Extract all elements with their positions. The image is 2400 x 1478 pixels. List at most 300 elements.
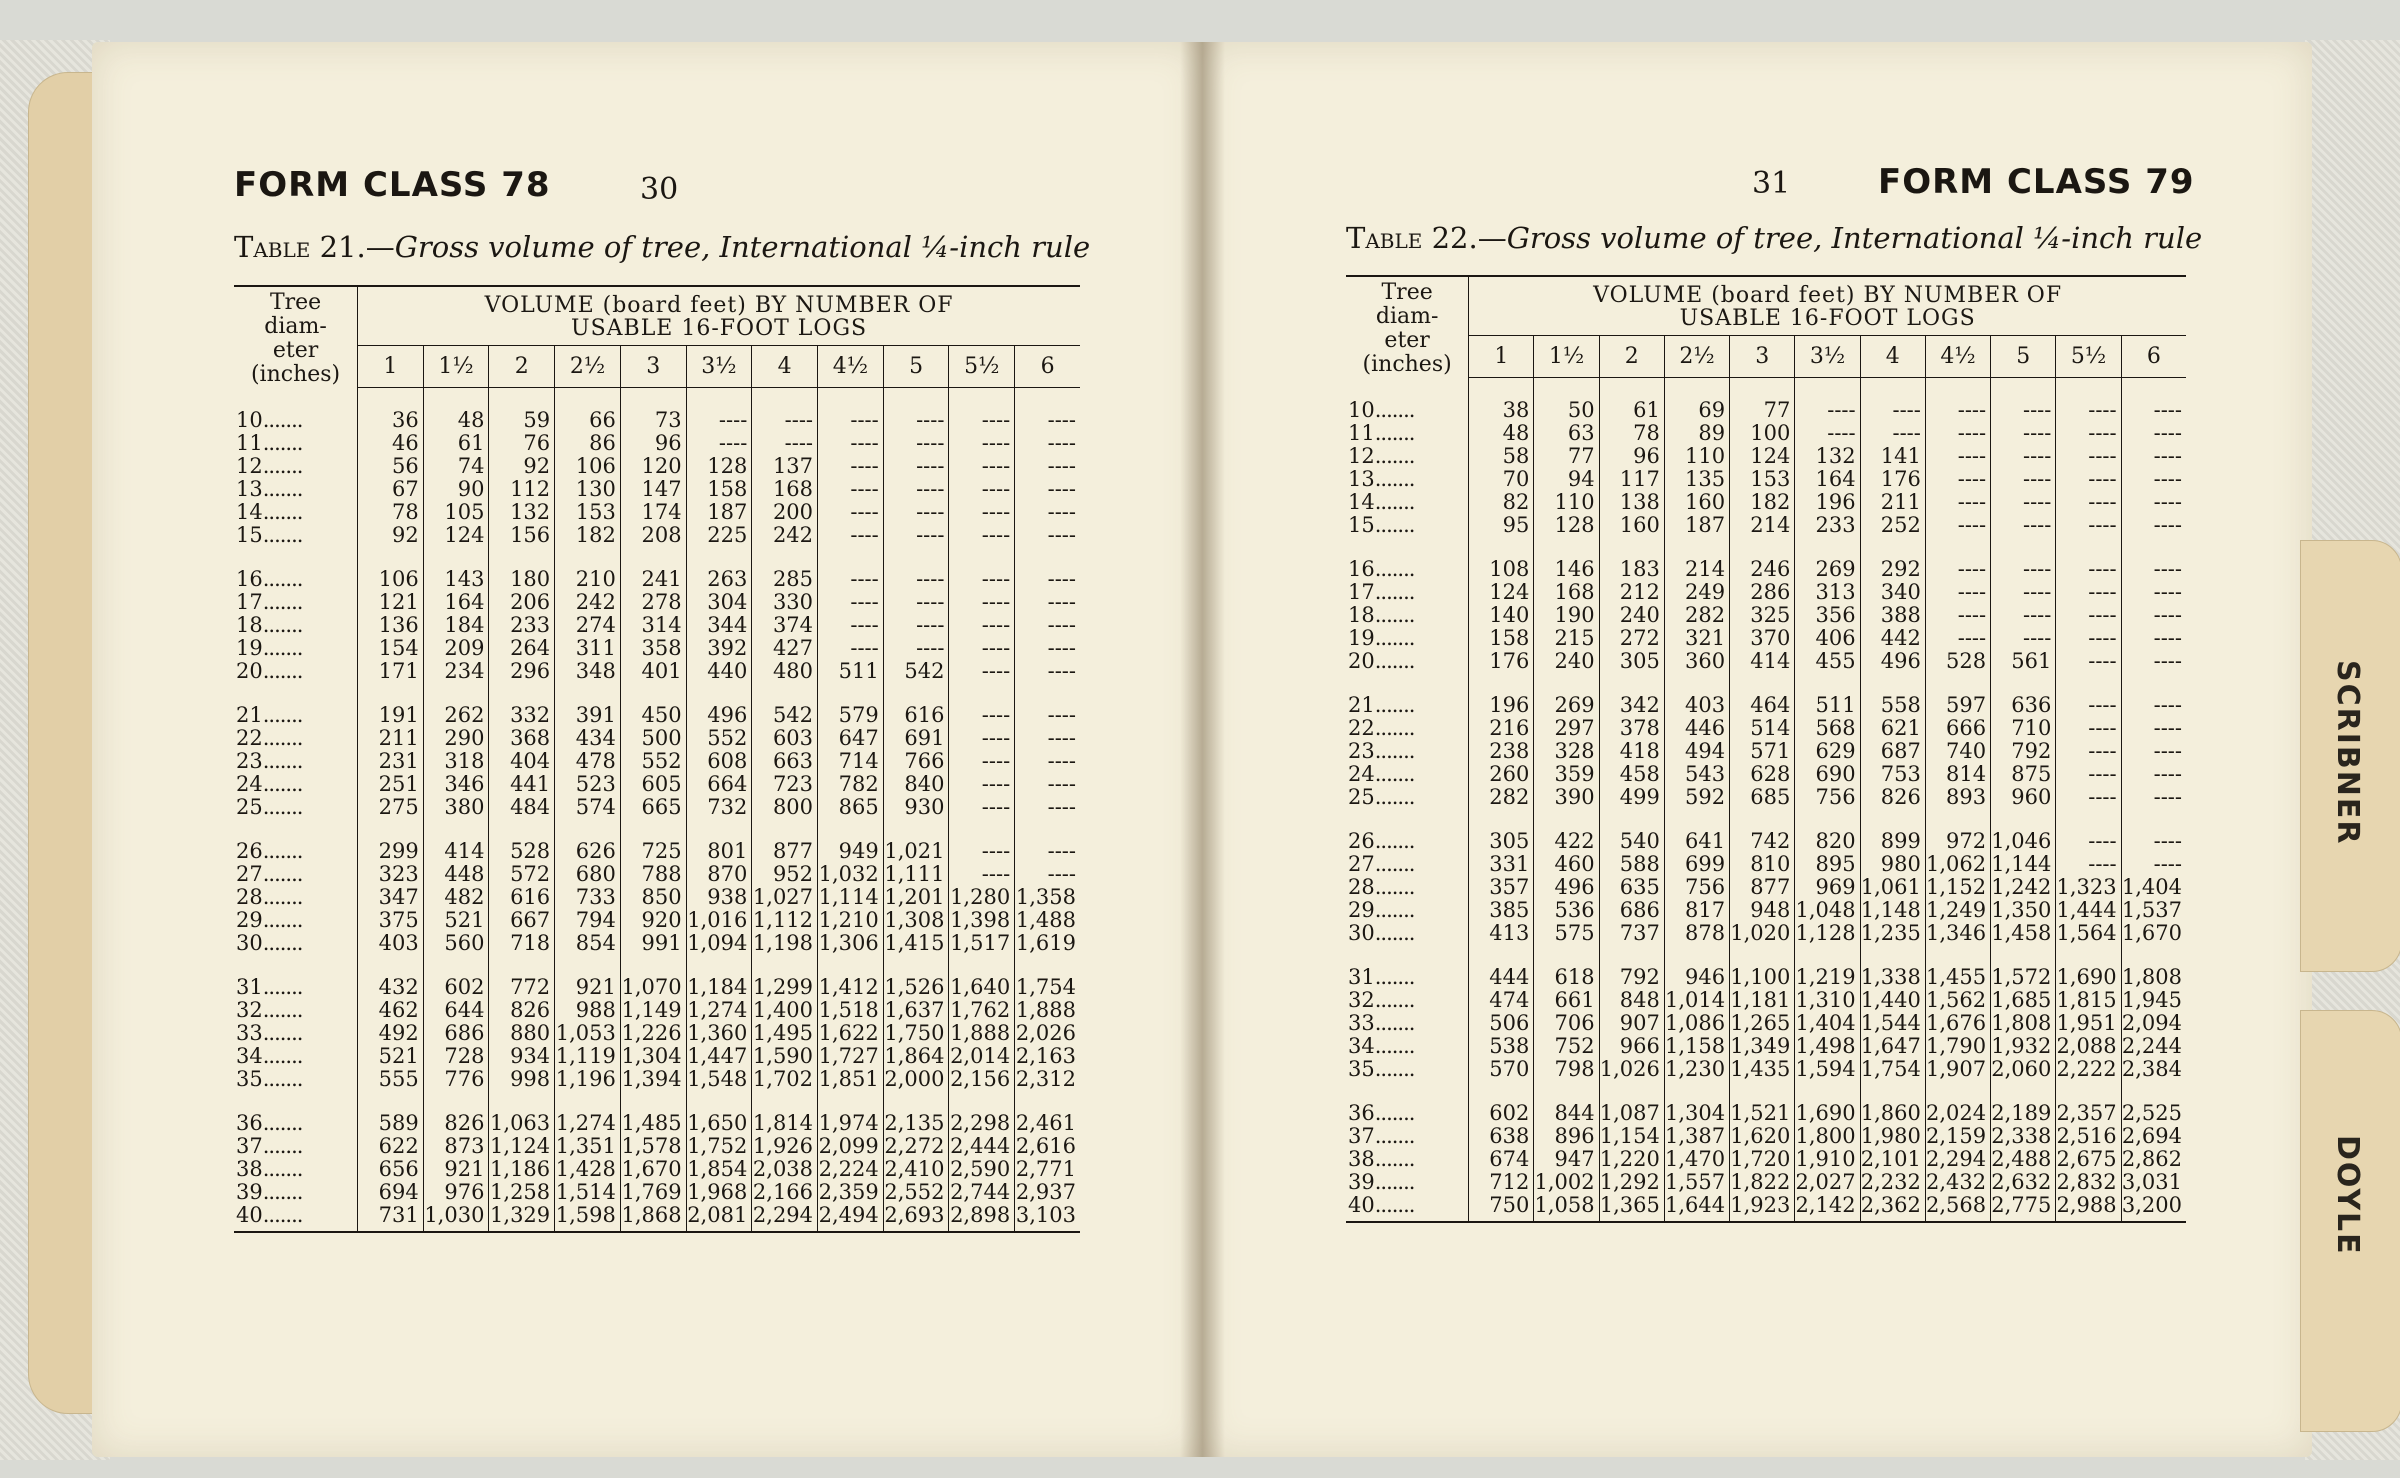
volume-cell: ---- xyxy=(818,455,884,478)
volume-cell: 132 xyxy=(489,501,555,524)
leader-dots: ....... xyxy=(262,974,303,999)
volume-cell: 656 xyxy=(378,1156,419,1181)
spacer-cell xyxy=(358,1091,424,1112)
volume-cell: 616 xyxy=(883,704,949,727)
diameter-value: 12 xyxy=(1348,443,1375,468)
volume-cell: 750 xyxy=(1469,1194,1534,1222)
volume-cell: 1,292 xyxy=(1599,1171,1664,1194)
volume-cell: 893 xyxy=(1925,786,1990,809)
volume-header-line: VOLUME (board feet) BY NUMBER OF xyxy=(1593,283,2063,309)
volume-cell: ---- xyxy=(949,409,1015,432)
spacer-cell xyxy=(883,1091,949,1112)
volume-cell: ---- xyxy=(1860,399,1925,422)
volume-cell: 347 xyxy=(378,884,419,909)
group-spacer xyxy=(1346,809,2186,830)
volume-cell: 752 xyxy=(1534,1035,1599,1058)
volume-cell: 1,274 xyxy=(555,1112,621,1135)
volume-cell: ---- xyxy=(1795,399,1860,422)
diameter-value: 14 xyxy=(1348,489,1375,514)
volume-cell: ---- xyxy=(2121,468,2186,491)
spacer-cell xyxy=(358,387,424,409)
spacer-cell xyxy=(489,547,555,568)
spacer-cell xyxy=(1795,377,1860,399)
volume-cell: 74 xyxy=(423,455,489,478)
volume-cell: 1,048 xyxy=(1795,899,1860,922)
spacer-cell xyxy=(1469,377,1534,399)
volume-cell: 666 xyxy=(1925,717,1990,740)
leader-dots: ....... xyxy=(262,430,303,455)
volume-cell: 390 xyxy=(1534,786,1599,809)
volume-cell: 2,694 xyxy=(2121,1125,2186,1148)
volume-cell: 231 xyxy=(378,748,419,773)
volume-column-header xyxy=(1469,276,2186,336)
spacer-cell xyxy=(818,387,884,409)
volume-cell: 216 xyxy=(1489,715,1530,740)
volume-cell: 209 xyxy=(423,637,489,660)
table-row xyxy=(1346,717,2186,740)
volume-cell: 269 xyxy=(1795,558,1860,581)
log-count-header: 3 xyxy=(620,346,686,387)
volume-cell: 474 xyxy=(1489,987,1530,1012)
volume-cell: 1,210 xyxy=(818,909,884,932)
leader-dots: ....... xyxy=(262,1179,303,1204)
volume-cell: 180 xyxy=(489,568,555,591)
diameter-header-line: (inches) xyxy=(1362,352,1452,377)
volume-cell: ---- xyxy=(949,840,1015,863)
group-spacer xyxy=(234,819,1080,840)
volume-cell: ---- xyxy=(1015,750,1080,773)
volume-cell: 690 xyxy=(1795,763,1860,786)
tree-diameter-cell xyxy=(1346,966,1469,989)
spacer-cell xyxy=(1730,945,1795,966)
volume-cell: 536 xyxy=(1534,899,1599,922)
table-row xyxy=(234,614,1080,637)
volume-cell: 728 xyxy=(423,1045,489,1068)
volume-cell: ---- xyxy=(1015,840,1080,863)
volume-cell: 183 xyxy=(1599,558,1664,581)
leader-dots: ....... xyxy=(1374,1010,1415,1035)
volume-cell: 725 xyxy=(620,840,686,863)
diameter-value: 29 xyxy=(1348,897,1375,922)
spacer-cell xyxy=(1015,387,1080,409)
volume-cell: 137 xyxy=(752,455,818,478)
volume-cell: ---- xyxy=(883,568,949,591)
tree-diameter-cell xyxy=(234,1158,358,1181)
diameter-value: 19 xyxy=(1348,625,1375,650)
volume-cell: 252 xyxy=(1860,514,1925,537)
tree-diameter-cell xyxy=(234,727,358,750)
tree-diameter-cell xyxy=(1346,922,1469,945)
diameter-value: 17 xyxy=(236,589,263,614)
spacer-cell xyxy=(949,1091,1015,1112)
volume-cell: 1,598 xyxy=(555,1204,621,1232)
table-row xyxy=(234,932,1080,955)
volume-cell: 1,053 xyxy=(555,1022,621,1045)
volume-cell: 370 xyxy=(1730,627,1795,650)
volume-cell: 130 xyxy=(555,478,621,501)
volume-cell: 128 xyxy=(1534,514,1599,537)
volume-cell: 358 xyxy=(620,637,686,660)
diameter-header-line: diam- xyxy=(1375,304,1439,329)
leader-dots: ....... xyxy=(262,522,303,547)
volume-cell: ---- xyxy=(1991,399,2056,422)
leader-dots: ....... xyxy=(262,748,303,773)
volume-cell: 817 xyxy=(1664,899,1729,922)
leader-dots: ....... xyxy=(1374,443,1415,468)
volume-cell: 328 xyxy=(1534,740,1599,763)
volume-cell: 930 xyxy=(883,796,949,819)
volume-cell: 2,142 xyxy=(1795,1194,1860,1222)
diameter-value: 26 xyxy=(1348,828,1375,853)
volume-cell: 296 xyxy=(489,660,555,683)
spacer-cell xyxy=(818,1091,884,1112)
spacer-cell xyxy=(1730,673,1795,694)
table-row xyxy=(234,999,1080,1022)
volume-cell: 135 xyxy=(1664,468,1729,491)
spacer-cell xyxy=(1795,1081,1860,1102)
spacer-cell xyxy=(2121,1081,2186,1102)
spacer-cell xyxy=(1925,809,1990,830)
volume-column-header xyxy=(358,286,1080,346)
volume-cell: 154 xyxy=(378,635,419,660)
volume-cell: 1,544 xyxy=(1860,1012,1925,1035)
volume-cell: 1,470 xyxy=(1664,1148,1729,1171)
volume-cell: 1,690 xyxy=(2056,966,2121,989)
volume-header-line: USABLE 16-FOOT LOGS xyxy=(1679,306,1976,332)
volume-cell: 731 xyxy=(358,1204,424,1232)
diameter-value: 30 xyxy=(236,930,263,955)
spacer-cell xyxy=(1795,673,1860,694)
volume-cell: 1,562 xyxy=(1925,989,1990,1012)
table-row xyxy=(234,455,1080,478)
volume-cell: 877 xyxy=(1730,876,1795,899)
volume-cell: 680 xyxy=(555,863,621,886)
volume-cell: 2,862 xyxy=(2121,1148,2186,1171)
volume-cell: 844 xyxy=(1534,1102,1599,1125)
volume-cell: 1,548 xyxy=(686,1068,752,1091)
volume-cell: 164 xyxy=(423,591,489,614)
volume-cell: 514 xyxy=(1730,717,1795,740)
volume-cell: 1,100 xyxy=(1730,966,1795,989)
leader-dots: ....... xyxy=(1374,512,1415,537)
volume-cell: 455 xyxy=(1795,650,1860,673)
spacer-cell xyxy=(489,1091,555,1112)
tree-diameter-cell xyxy=(1346,1125,1469,1148)
volume-cell: 484 xyxy=(489,796,555,819)
volume-cell: 1,526 xyxy=(883,976,949,999)
leader-dots: ....... xyxy=(1374,489,1415,514)
volume-cell: 1,114 xyxy=(818,886,884,909)
volume-cell: 1,196 xyxy=(555,1068,621,1091)
diameter-value: 35 xyxy=(236,1066,263,1091)
volume-cell: 285 xyxy=(752,568,818,591)
volume-cell: ---- xyxy=(949,591,1015,614)
volume-cell: 1,762 xyxy=(949,999,1015,1022)
volume-cell: 1,888 xyxy=(949,1022,1015,1045)
volume-cell: ---- xyxy=(883,637,949,660)
volume-header-line: VOLUME (board feet) BY NUMBER OF xyxy=(484,293,954,319)
volume-cell: 2,410 xyxy=(883,1158,949,1181)
volume-cell: ---- xyxy=(883,524,949,547)
volume-cell: 90 xyxy=(423,478,489,501)
volume-cell: 1,304 xyxy=(620,1045,686,1068)
volume-cell: 665 xyxy=(620,796,686,819)
volume-cell: ---- xyxy=(2121,445,2186,468)
volume-cell: 1,488 xyxy=(1015,909,1080,932)
volume-cell: 1,358 xyxy=(1015,886,1080,909)
tree-diameter-cell xyxy=(234,976,358,999)
diameter-value: 32 xyxy=(236,997,263,1022)
volume-cell: 1,308 xyxy=(883,909,949,932)
volume-cell: 878 xyxy=(1664,922,1729,945)
volume-cell: 59 xyxy=(489,409,555,432)
volume-cell: 2,937 xyxy=(1015,1181,1080,1204)
volume-cell: 297 xyxy=(1534,717,1599,740)
volume-cell: 182 xyxy=(555,524,621,547)
volume-cell: 674 xyxy=(1489,1146,1530,1171)
volume-cell: 561 xyxy=(1991,650,2056,673)
volume-cell: ---- xyxy=(949,750,1015,773)
volume-cell: 2,988 xyxy=(2056,1194,2121,1222)
right-page-header: FORM CLASS 79 xyxy=(1878,162,2195,202)
leader-dots: ....... xyxy=(1374,1123,1415,1148)
volume-cell: 249 xyxy=(1664,581,1729,604)
diameter-value: 23 xyxy=(236,748,263,773)
volume-cell: 1,148 xyxy=(1860,899,1925,922)
tree-diameter-cell xyxy=(234,432,358,455)
volume-cell: 414 xyxy=(423,840,489,863)
spacer-cell xyxy=(818,683,884,704)
spacer-cell xyxy=(1925,945,1990,966)
volume-cell: 1,346 xyxy=(1925,922,1990,945)
volume-cell: 1,594 xyxy=(1795,1058,1860,1081)
volume-cell: 50 xyxy=(1534,399,1599,422)
volume-cell: 378 xyxy=(1599,717,1664,740)
diameter-value: 37 xyxy=(1348,1123,1375,1148)
volume-cell: ---- xyxy=(752,409,818,432)
spacer-cell xyxy=(1346,537,1469,558)
volume-cell: ---- xyxy=(2121,740,2186,763)
volume-cell: 1,310 xyxy=(1795,989,1860,1012)
volume-cell: 86 xyxy=(555,432,621,455)
volume-cell: ---- xyxy=(2121,581,2186,604)
spacer-cell xyxy=(1534,377,1599,399)
volume-cell: 1,198 xyxy=(752,932,818,955)
table-row xyxy=(1346,399,2186,422)
volume-cell: 960 xyxy=(1991,786,2056,809)
volume-cell: 110 xyxy=(1534,491,1599,514)
volume-cell: ---- xyxy=(1015,727,1080,750)
volume-cell: 2,135 xyxy=(883,1112,949,1135)
leader-dots: ....... xyxy=(262,1110,303,1135)
volume-cell: 1,365 xyxy=(1599,1194,1664,1222)
tree-diameter-cell xyxy=(1346,468,1469,491)
volume-cell: 1,235 xyxy=(1860,922,1925,945)
volume-cell: 36 xyxy=(391,407,419,432)
volume-cell: ---- xyxy=(1015,863,1080,886)
volume-cell: 282 xyxy=(1489,784,1530,809)
volume-cell: ---- xyxy=(1015,478,1080,501)
spacer-cell xyxy=(620,547,686,568)
table-row xyxy=(234,976,1080,999)
spacer-cell xyxy=(234,547,358,568)
volume-cell: 442 xyxy=(1860,627,1925,650)
volume-cell: 1,808 xyxy=(2121,966,2186,989)
volume-cell: ---- xyxy=(1925,514,1990,537)
spacer-cell xyxy=(818,955,884,976)
spacer-cell xyxy=(1346,377,1469,399)
volume-cell: ---- xyxy=(2056,468,2121,491)
volume-cell: 521 xyxy=(378,1043,419,1068)
table-row xyxy=(1346,763,2186,786)
table-row xyxy=(234,863,1080,886)
leader-dots: ....... xyxy=(262,1043,303,1068)
leader-dots: ....... xyxy=(1374,1146,1415,1171)
volume-cell: 427 xyxy=(752,637,818,660)
volume-cell: ---- xyxy=(1925,558,1990,581)
volume-cell: 357 xyxy=(1489,874,1530,899)
volume-cell: 496 xyxy=(1534,876,1599,899)
volume-cell: 542 xyxy=(883,660,949,683)
diameter-value: 15 xyxy=(1348,512,1375,537)
volume-cell: 2,163 xyxy=(1015,1045,1080,1068)
leader-dots: ....... xyxy=(262,861,303,886)
volume-cell: 1,578 xyxy=(620,1135,686,1158)
volume-cell: 3,103 xyxy=(1015,1204,1080,1232)
volume-cell: 574 xyxy=(555,796,621,819)
volume-cell: 966 xyxy=(1599,1035,1664,1058)
volume-cell: 628 xyxy=(1730,763,1795,786)
volume-cell: 1,815 xyxy=(2056,989,2121,1012)
volume-cell: 1,945 xyxy=(2121,989,2186,1012)
volume-cell: 618 xyxy=(1534,966,1599,989)
volume-cell: 304 xyxy=(686,591,752,614)
volume-cell: ---- xyxy=(2121,763,2186,786)
volume-cell: 2,525 xyxy=(2121,1102,2186,1125)
tree-diameter-cell xyxy=(234,1112,358,1135)
volume-cell: 450 xyxy=(620,704,686,727)
volume-cell: 356 xyxy=(1795,604,1860,627)
diameter-header-line: eter xyxy=(272,338,319,363)
table-row xyxy=(234,524,1080,547)
log-count-header: 3½ xyxy=(1795,336,1860,377)
volume-cell: 687 xyxy=(1860,740,1925,763)
volume-cell: ---- xyxy=(2056,740,2121,763)
table-row xyxy=(234,840,1080,863)
volume-cell: 160 xyxy=(1664,491,1729,514)
volume-cell: 792 xyxy=(1991,740,2056,763)
log-count-header: 2½ xyxy=(1664,336,1729,377)
volume-cell: ---- xyxy=(818,478,884,501)
diameter-value: 31 xyxy=(1348,964,1375,989)
spacer-cell xyxy=(2121,945,2186,966)
volume-cell: 1,647 xyxy=(1860,1035,1925,1058)
diameter-value: 11 xyxy=(236,430,263,455)
volume-cell: ---- xyxy=(949,478,1015,501)
log-count-header: 3 xyxy=(1730,336,1795,377)
volume-cell: 2,014 xyxy=(949,1045,1015,1068)
diameter-value: 34 xyxy=(236,1043,263,1068)
tree-diameter-cell xyxy=(234,568,358,591)
leader-dots: ....... xyxy=(262,1156,303,1181)
volume-cell: 242 xyxy=(752,524,818,547)
volume-cell: 1,230 xyxy=(1664,1058,1729,1081)
volume-cell: 432 xyxy=(378,974,419,999)
spacer-cell xyxy=(423,547,489,568)
tree-diameter-cell xyxy=(234,863,358,886)
volume-cell: 2,357 xyxy=(2056,1102,2121,1125)
spacer-cell xyxy=(555,387,621,409)
volume-cell: 528 xyxy=(489,840,555,863)
volume-cell: 1,087 xyxy=(1599,1102,1664,1125)
volume-cell: 124 xyxy=(1730,445,1795,468)
volume-cell: ---- xyxy=(1795,422,1860,445)
volume-cell: ---- xyxy=(2121,514,2186,537)
spacer-cell xyxy=(1346,809,1469,830)
volume-cell: ---- xyxy=(818,524,884,547)
volume-cell: 314 xyxy=(620,614,686,637)
tree-diameter-cell xyxy=(234,796,358,819)
tree-diameter-cell xyxy=(1346,650,1469,673)
tree-diameter-cell xyxy=(234,932,358,955)
volume-cell: 132 xyxy=(1795,445,1860,468)
volume-cell: 1,415 xyxy=(883,932,949,955)
volume-cell: 947 xyxy=(1534,1148,1599,1171)
volume-cell: 340 xyxy=(1860,581,1925,604)
volume-cell: 988 xyxy=(555,999,621,1022)
volume-cell: 800 xyxy=(752,796,818,819)
table-row xyxy=(1346,740,2186,763)
table-row xyxy=(1346,491,2186,514)
diameter-value: 29 xyxy=(236,907,263,932)
volume-cell: 952 xyxy=(752,863,818,886)
volume-cell: 608 xyxy=(686,750,752,773)
table-row xyxy=(234,886,1080,909)
tree-diameter-cell xyxy=(234,1204,358,1232)
table-row xyxy=(1346,627,2186,650)
volume-cell: 92 xyxy=(391,522,419,547)
volume-cell: 158 xyxy=(686,478,752,501)
volume-cell: 1,670 xyxy=(2121,922,2186,945)
leader-dots: ....... xyxy=(262,997,303,1022)
spacer-cell xyxy=(1991,537,2056,558)
volume-cell: 603 xyxy=(752,727,818,750)
volume-cell: 820 xyxy=(1795,830,1860,853)
volume-cell: 1,014 xyxy=(1664,989,1729,1012)
volume-cell: 691 xyxy=(883,727,949,750)
spacer-cell xyxy=(883,819,949,840)
volume-cell: 147 xyxy=(620,478,686,501)
volume-cell: 694 xyxy=(378,1179,419,1204)
leader-dots: ....... xyxy=(1374,556,1415,581)
volume-cell: 359 xyxy=(1534,763,1599,786)
volume-cell: 1,860 xyxy=(1860,1102,1925,1125)
volume-cell: ---- xyxy=(883,432,949,455)
log-count-header: 3½ xyxy=(686,346,752,387)
volume-cell: 1,119 xyxy=(555,1045,621,1068)
spacer-cell xyxy=(423,1091,489,1112)
spacer-cell xyxy=(234,819,358,840)
tree-diameter-cell xyxy=(1346,876,1469,899)
tree-diameter-cell xyxy=(1346,1058,1469,1081)
leader-dots: ....... xyxy=(1374,715,1415,740)
volume-cell: 636 xyxy=(1991,694,2056,717)
table-header-row xyxy=(1346,276,2186,336)
spacer-cell xyxy=(818,547,884,568)
volume-cell: ---- xyxy=(1015,704,1080,727)
table-row xyxy=(1346,989,2186,1012)
left-page-number: 30 xyxy=(640,172,679,207)
